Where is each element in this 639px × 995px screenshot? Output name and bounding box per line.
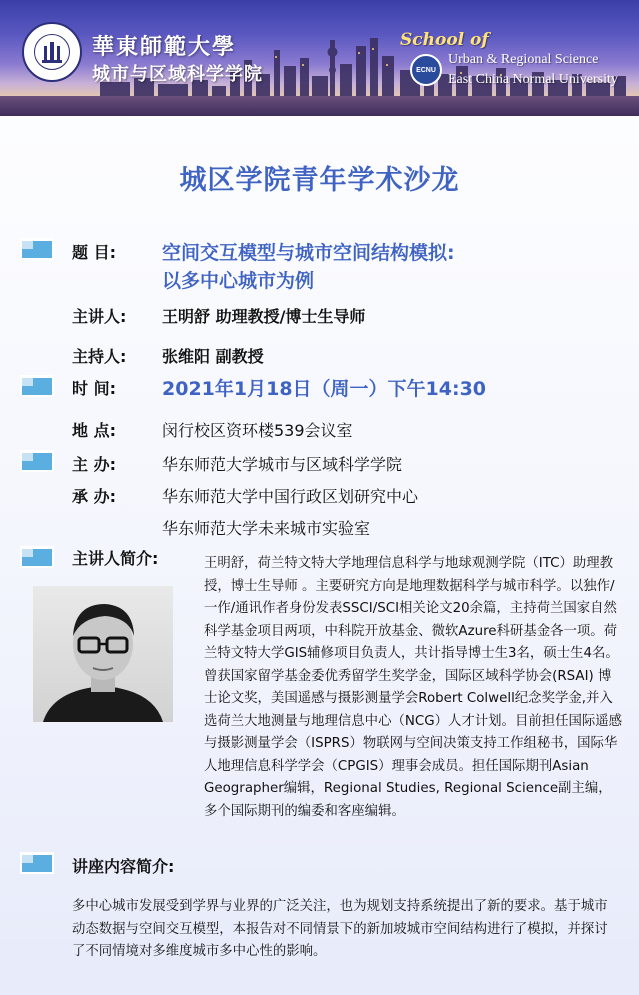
school-name-cn-top: 華東師範大學 [92,34,237,60]
organizer-label: 主 办: [72,455,116,474]
host-label: 主持人: [72,347,127,366]
lecture-summary [72,896,617,964]
lecture-intro-label: 讲座内容简介: [72,857,175,876]
coorganizer-value-1: 华东师范大学中国行政区划研究中心 [162,487,419,506]
speaker-intro-label: 主讲人简介: [72,549,159,568]
speaker-photo [33,586,173,722]
time-value: 2021年1月18日（周一）下午14:30 [162,378,487,400]
bullet-square-icon [20,450,54,472]
speaker-bio-text: 王明舒，荷兰特文特大学地理信息科学与地球观测学院（ITC）助理教授，博士生导师 。主要研究方向是地理数据科学与城市科学。以独作/一作/通讯作者身份发表SSCI/SCI相关论文20余篇，主持荷兰国家自然科学基金项目两项，中科院开放基金、微软Azure科研基金各一项。荷兰特文特大学GIS辅修项目负责人，共计指导博士生3名，硕士生4名。曾获国家留学基金委优秀留学生奖学金，国际区域科学协会(RSAI) 博士论文奖，美国遥感与摄影测量学会Robert Colwell纪念奖学金,并入选荷兰大地测量与地理信息中心（NCG）人才计划。目前担任国际遥感与摄影测量学会（ISPRS）物联网与空间决策支持工作组秘书，国际华人地理信息科学学会（CPGIS）理事会成员。担任国际期刊Asian Geographer编辑，Regional Studies, Regional Science副主编，多个国际期刊的编委和客座编辑。 [204,556,623,819]
host-value: 张维阳 副教授 [162,347,264,366]
place-label: 地 点: [72,421,116,440]
coorganizer-value-2: 华东师范大学未来城市实验室 [162,519,371,538]
topic-label: 题 目: [72,243,116,262]
time-label: 时 间: [72,379,116,398]
bullet-square-icon [20,375,54,397]
bullet-square-icon [20,546,54,568]
header-banner [0,0,639,116]
school-name-en-line1: School of [400,30,489,50]
ecnu-logo-icon: ECNU [410,54,442,86]
speaker-label: 主讲人: [72,307,127,326]
bullet-square-icon [20,852,54,874]
lecture-summary-text: 多中心城市发展受到学界与业界的广泛关注，也为规划支持系统提出了新的要求。基于城市动态数据与空间交互模型，本报告对不同情景下的新加坡城市空间结构进行了模拟，并探讨了不同情境对多维度城市多中心性的影响。 [72,899,608,959]
place-value: 闵行校区资环楼539会议室 [162,421,353,440]
coorganizer-label: 承 办: [72,487,116,506]
topic-line-1: 空间交互模型与城市空间结构模拟: [162,242,455,264]
organizer-value: 华东师范大学城市与区域科学学院 [162,455,403,474]
school-name-en-line3: East China Normal University [448,72,618,87]
speaker-bio [204,553,624,823]
school-name-cn-bottom: 城市与区域科学学院 [92,64,263,85]
speaker-value: 王明舒 助理教授/博士生导师 [162,307,366,326]
topic-line-2: 以多中心城市为例 [162,270,315,292]
university-logo-icon [22,22,82,82]
river-water [0,96,639,116]
bullet-square-icon [20,238,54,260]
school-name-en-line2: Urban & Regional Science [448,52,599,67]
event-title: 城区学院青年学术沙龙 [179,165,460,196]
